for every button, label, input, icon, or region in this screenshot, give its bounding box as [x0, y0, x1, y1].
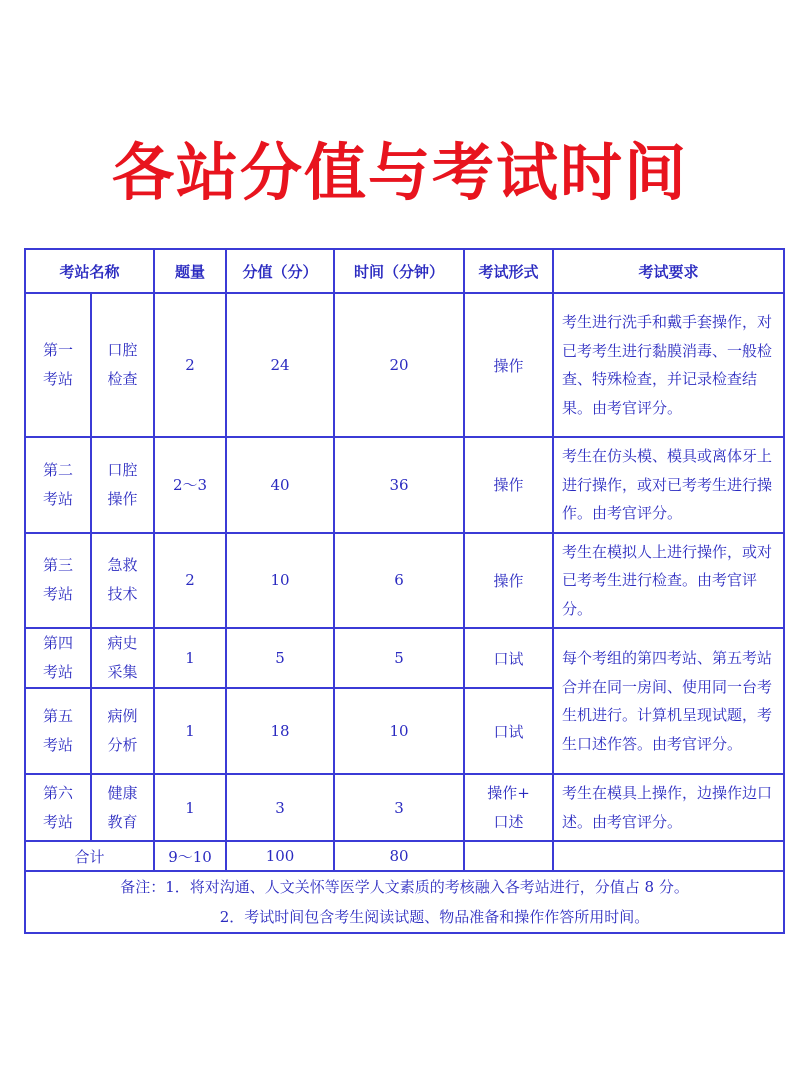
- station-name-line: 技术: [107, 585, 138, 604]
- station-name-cell: [91, 293, 154, 437]
- station-line: 第三: [42, 556, 73, 575]
- form-cell: 操作: [464, 437, 553, 533]
- station-name-cell: [91, 774, 154, 841]
- station-cell: [25, 628, 91, 688]
- time-cell: 6: [334, 533, 464, 629]
- page-title: 各站分值与考试时间: [111, 136, 688, 209]
- total-requirement-empty: [553, 841, 784, 871]
- station-line: 第五: [42, 707, 73, 725]
- score-cell: 18: [226, 688, 334, 774]
- station-name-line: 分析: [107, 736, 138, 754]
- requirement-cell: 考生进行洗手和戴手套操作，对已考考生进行黏膜消毒、一般检查、特殊检查，并记录检查结果。由考官评分。: [553, 293, 784, 437]
- station-line: 考站: [42, 489, 73, 508]
- count-cell: 2: [154, 533, 226, 629]
- score-cell: 24: [226, 293, 334, 437]
- station-name-line: 病史: [107, 634, 138, 652]
- header-form: 考试形式: [464, 249, 553, 293]
- count-cell: 1: [154, 774, 226, 841]
- count-cell: 1: [154, 688, 226, 774]
- header-row: [25, 249, 784, 293]
- total-score: 100: [226, 841, 334, 871]
- station-line: 考站: [42, 663, 73, 681]
- count-cell: 2～3: [154, 437, 226, 533]
- header-count: 题量: [154, 249, 226, 293]
- station-cell: [25, 437, 91, 533]
- table-row: [25, 628, 784, 688]
- station-cell: [25, 688, 91, 774]
- form-cell: 操作: [464, 533, 553, 629]
- header-score: 分值（分）: [226, 249, 334, 293]
- station-line: 考站: [42, 812, 73, 831]
- station-name-line: 急救: [107, 556, 138, 575]
- station-name-line: 采集: [107, 663, 138, 681]
- station-name-line: 病例: [107, 707, 138, 725]
- time-cell: 5: [334, 628, 464, 688]
- station-line: 第四: [42, 634, 73, 652]
- count-cell: 2: [154, 293, 226, 437]
- time-cell: 20: [334, 293, 464, 437]
- requirement-cell: 考生在模拟人上进行操作，或对已考考生进行检查。由考官评分。: [553, 533, 784, 629]
- form-line: 口述: [493, 812, 524, 831]
- form-cell: 操作: [464, 293, 553, 437]
- time-cell: 10: [334, 688, 464, 774]
- table-row: [25, 533, 784, 629]
- form-line: 操作+: [487, 783, 530, 802]
- form-cell: 口试: [464, 688, 553, 774]
- time-cell: 3: [334, 774, 464, 841]
- exam-table: [24, 248, 785, 934]
- requirement-cell: 考生在仿头模、模具或离体牙上进行操作，或对已考考生进行操作。由考官评分。: [553, 437, 784, 533]
- note-line-1: 备注：1．将对沟通、人文关怀等医学人文素质的考核融入各考站进行，分值占 8 分。: [120, 878, 689, 896]
- requirement-cell: 考生在模具上操作，边操作边口述。由考官评分。: [553, 774, 784, 841]
- score-cell: 3: [226, 774, 334, 841]
- station-cell: [25, 293, 91, 437]
- station-name-line: 口腔: [107, 341, 138, 359]
- notes-cell: [25, 871, 784, 933]
- station-cell: [25, 533, 91, 629]
- total-time: 80: [334, 841, 464, 871]
- station-name-line: 检查: [107, 370, 138, 388]
- station-name-cell: [91, 628, 154, 688]
- station-line: 第二: [42, 460, 73, 479]
- station-line: 考站: [42, 736, 73, 754]
- station-name-cell: [91, 688, 154, 774]
- table-row: [25, 437, 784, 533]
- requirement-cell: 每个考组的第四考站、第五考站合并在同一房间、使用同一台考生机进行。计算机呈现试题，考生口述作答。由考官评分。: [553, 628, 784, 774]
- notes-row: [25, 871, 784, 933]
- total-form-empty: [464, 841, 553, 871]
- station-name-line: 口腔: [107, 460, 138, 479]
- score-cell: 10: [226, 533, 334, 629]
- station-name-line: 教育: [107, 812, 138, 831]
- station-name-cell: [91, 533, 154, 629]
- score-cell: 5: [226, 628, 334, 688]
- note-line-2: 2．考试时间包含考生阅读试题、物品准备和操作作答所用时间。: [219, 908, 650, 926]
- station-line: 第一: [42, 341, 73, 359]
- total-count: 9～10: [154, 841, 226, 871]
- score-cell: 40: [226, 437, 334, 533]
- station-cell: [25, 774, 91, 841]
- table-row: [25, 774, 784, 841]
- station-line: 考站: [42, 370, 73, 388]
- station-name-line: 健康: [107, 783, 138, 802]
- header-time: 时间（分钟）: [334, 249, 464, 293]
- time-cell: 36: [334, 437, 464, 533]
- station-name-line: 操作: [107, 489, 138, 508]
- station-name-cell: [91, 437, 154, 533]
- station-line: 第六: [42, 783, 73, 802]
- header-station: 考站名称: [25, 249, 154, 293]
- header-requirement: 考试要求: [553, 249, 784, 293]
- form-cell: [464, 774, 553, 841]
- station-line: 考站: [42, 585, 73, 604]
- table-row: [25, 293, 784, 437]
- total-label: 合计: [25, 841, 154, 871]
- total-row: [25, 841, 784, 871]
- form-cell: 口试: [464, 628, 553, 688]
- count-cell: 1: [154, 628, 226, 688]
